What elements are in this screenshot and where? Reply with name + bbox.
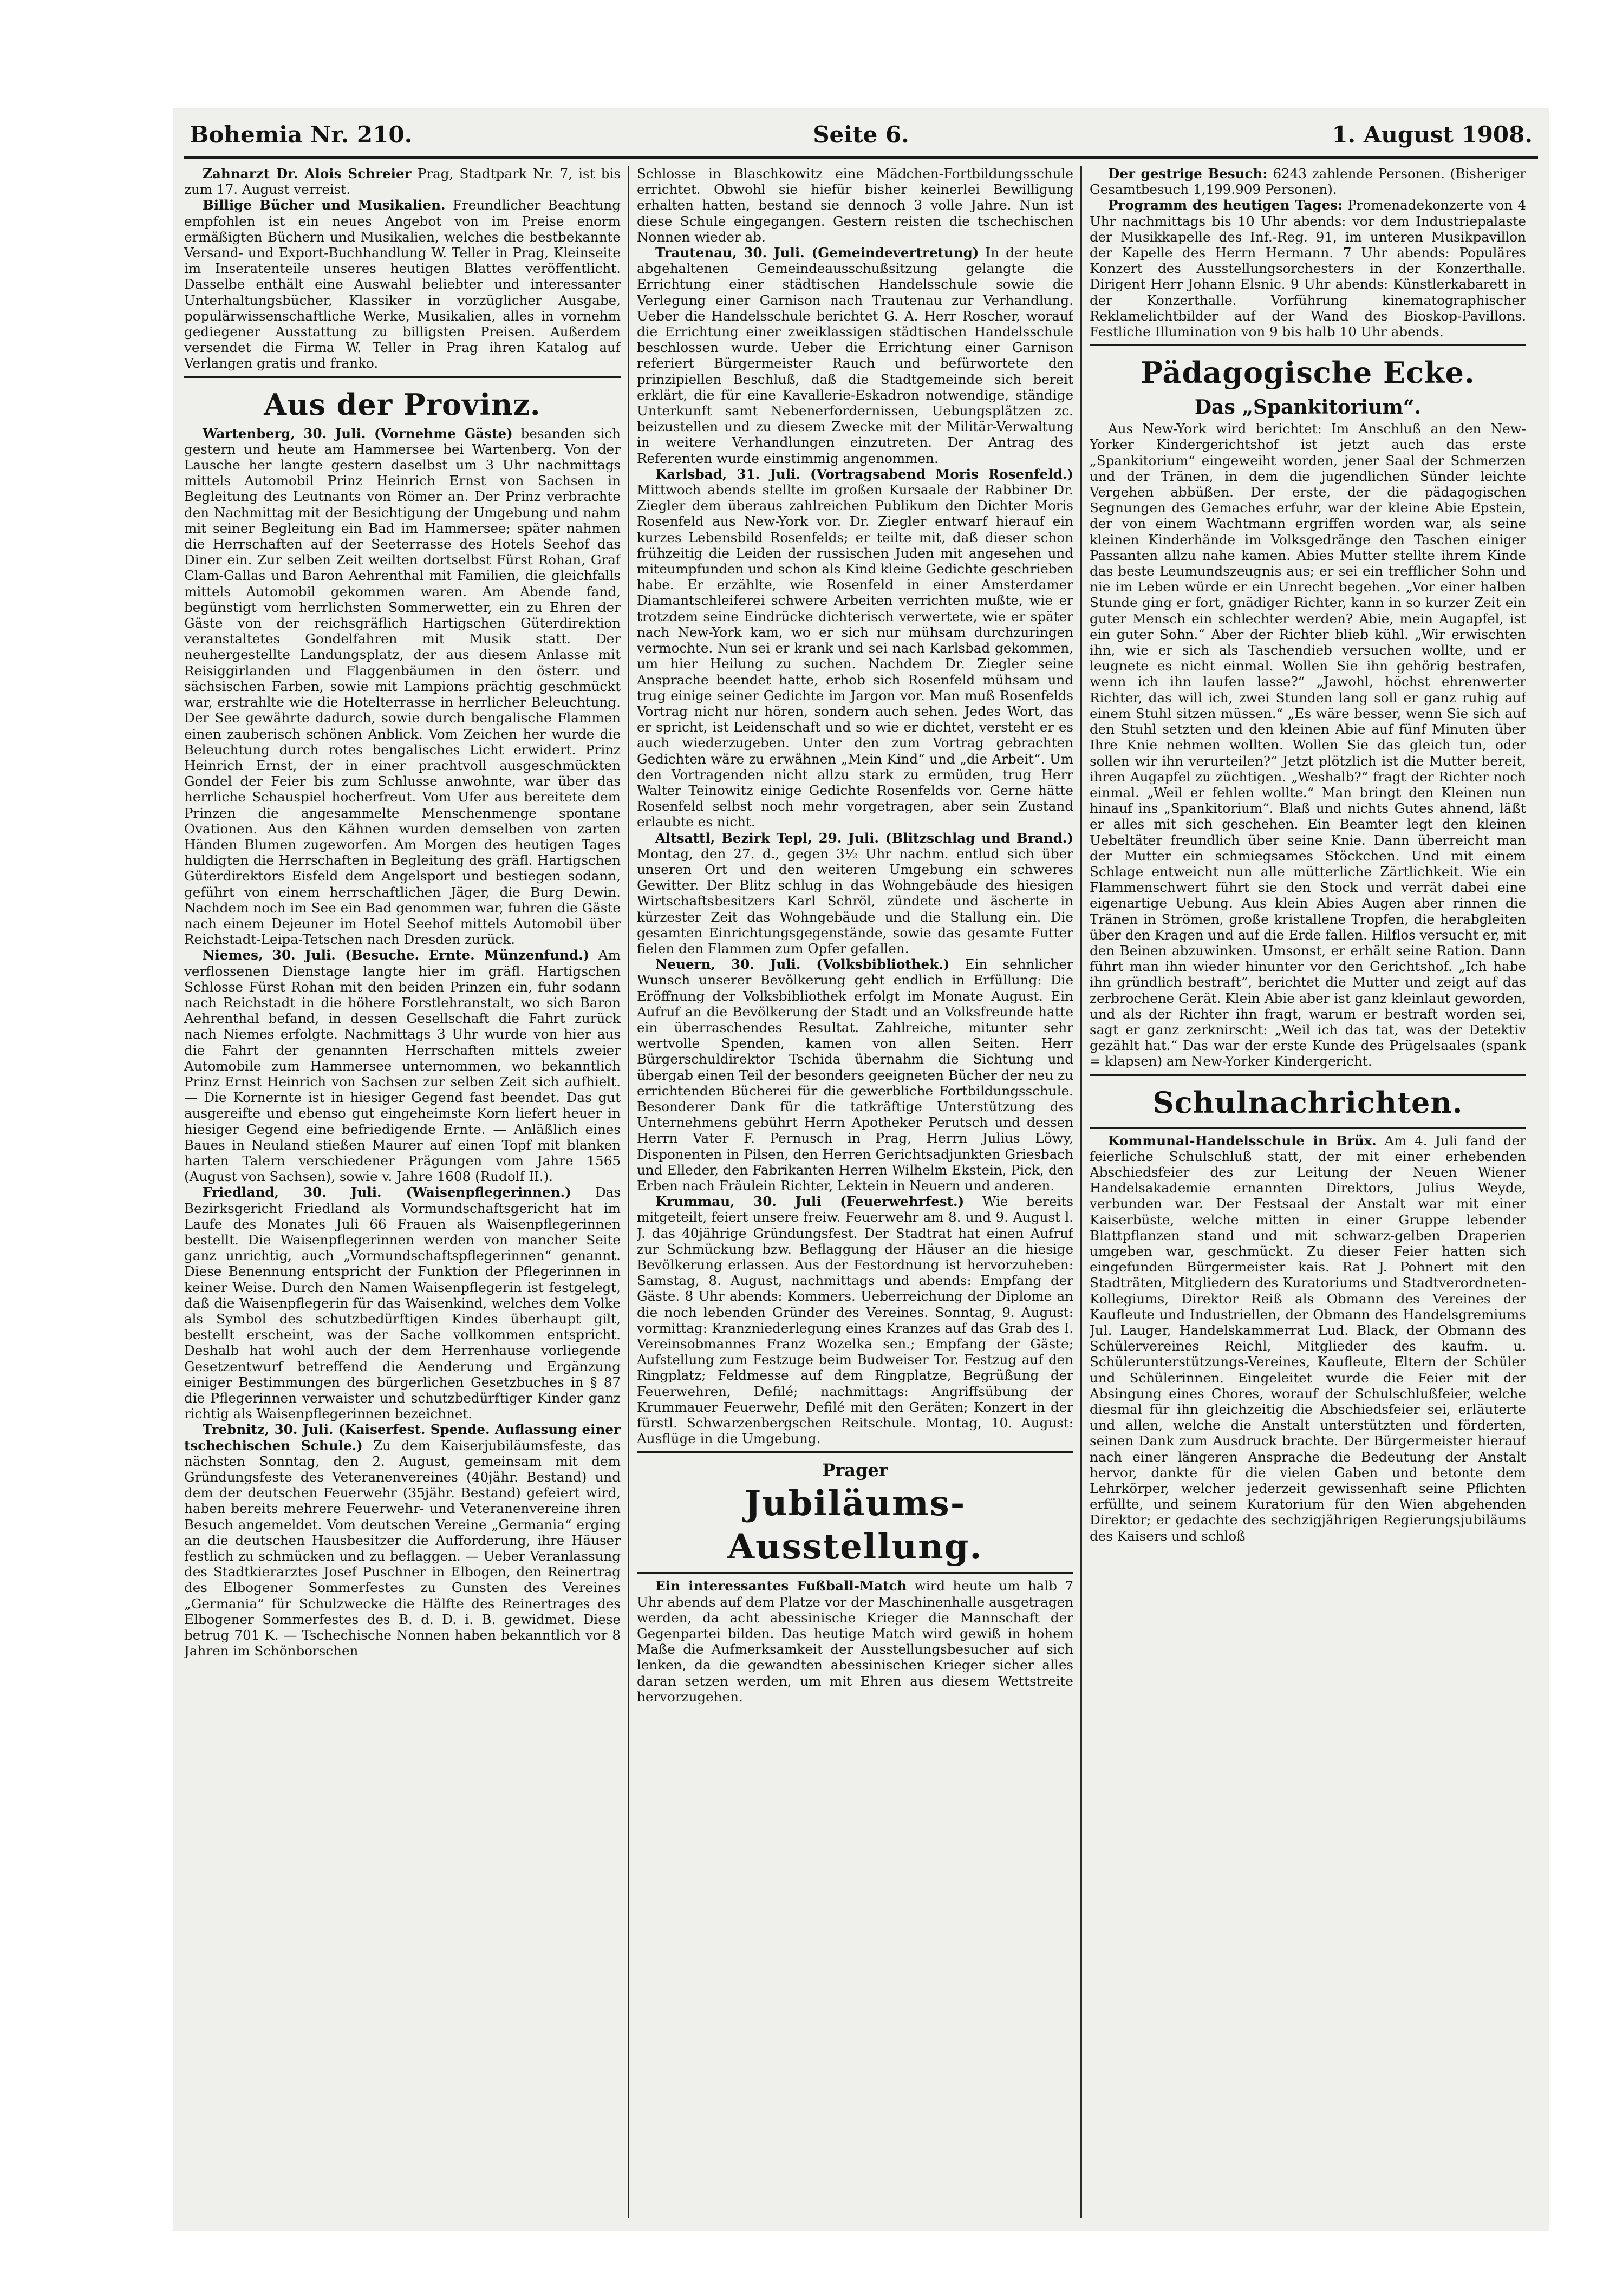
article-karlsbad — [637, 466, 1073, 830]
issue-date: 1. August 1908. — [1332, 121, 1533, 148]
header-rule — [184, 156, 1538, 159]
article-head: Der gestrige Besuch: — [1108, 166, 1268, 181]
section-title-schulnachrichten: Schulnachrichten. — [1152, 1085, 1463, 1120]
article-head: Billige Bücher und Musikalien. — [203, 197, 446, 213]
section-subtitle-spankitorium: Das „Spankitorium“. — [1194, 396, 1422, 419]
article-head: Neuern, 30. Juli. (Volksbibliothek.) — [655, 956, 950, 973]
article-wartenberg — [184, 426, 621, 948]
article-head: Wartenberg, 30. Juli. (Vornehme Gäste) — [203, 425, 513, 441]
article-body: In der heute abgehaltenen Gemeindeausschußsitzung gelangte die Errichtung einer städtischen Handelsschule sowie die Verlegung einer Garnison nach Trautenau zur Verhandlung. Ueber die Handelsschule berichtet G. A. Herr Roscher, worauf die Errichtung einer zweiklassigen städtischen Handelsschule beschlossen wurde. Ueber die Errichtung einer Garnison referiert Bürgermeister Rauch und befürwortete den prinzipiellen Beschluß, daß die Stadtgemeinde sich bereit erklärt, die für eine Kavallerie-Eskadron notwendige, ständige Unterkunft samt Nebenerfordernissen, Uebungsplätzen zc. beizustellen und zu diesem Zwecke mit der Militär-Verwaltung in weitere Verhandlungen einzutreten. Der Antrag des Referenten wurde einstimmig angenommen. — [637, 245, 1073, 466]
section-pretitle-prager: Prager — [822, 1460, 888, 1481]
article-body: Montag, den 27. d., gegen 3½ Uhr nachm. entlud sich über unseren Ort und den weiteren Umgebung ein schweres Gewitter. Der Blitz schlug in das Wohngebäude des hiesigen Wirtschaftsbesitzers Karl Schröl, zündete und äscherte in kürzester Zeit das Wohngebäude und die Stallung ein. Die gesamten Einrichtungsgegenstände, sowie das gesamte Futter fielen den Flammen zum Opfer gefallen. — [637, 845, 1073, 956]
article-head: Karlsbad, 31. Juli. (Vortragsabend Moris Rosenfeld.) — [655, 466, 1073, 482]
column-1 — [184, 166, 621, 2218]
article-krummau — [637, 1193, 1073, 1446]
article-continued: Schlosse in Blaschkowitz eine Mädchen-Fortbildungsschule errichtet. Obwohl sie hiefür bisher keinerlei Bewilligung erhalten hatten, bestand sie dennoch 3 volle Jahre. Nun ist diese Schule eingegangen. Gestern reisten die tschechischen Nonnen wieder ab. — [637, 166, 1073, 245]
article-body: Am verflossenen Dienstage langte hier im gräfl. Hartigschen Schlosse Fürst Rohan mit den beiden Prinzen ein, fuhr sodann nach Reichstadt in die höhere Forstlehranstalt, wo sich Baron Aehrenthal befand, in dessen Gesellschaft die Fahrt zurück nach Niemes erfolgte. Nachmittags 3 Uhr wurde von hier aus die Fahrt der genannten Herrschaften mittels zweier Automobile zum Hammersee unternommen, wo bekanntlich Prinz Ernst Heinrich von Sachsen zur selben Zeit sich aufhielt. — Die Kornernte ist in hiesiger Gegend fast beendet. Das gut ausgereifte und ebenso gut eingeheimste Korn liefert heuer in hiesiger Gegend eine befriedigende Ernte. — Anläßlich eines Baues in Neuland stießen Maurer auf einen Topf mit blanken harten Talern verschiedener Prägungen vom Jahre 1565 (August von Sachsen), sowie v. Jahre 1608 (Rudolf II.). — [184, 947, 621, 1185]
article-head: Krummau, 30. Juli (Feuerwehrfest.) — [655, 1193, 965, 1210]
section-rule — [1090, 344, 1526, 346]
page-header — [190, 118, 1533, 156]
article-fussball — [637, 1578, 1073, 1705]
section-rule — [1090, 1074, 1526, 1076]
article-head: Ein interessantes Fußball-Match — [655, 1578, 907, 1594]
column-divider — [1080, 166, 1082, 2218]
article-programm — [1090, 197, 1526, 340]
article-head: Zahnarzt Dr. Alois Schreier — [203, 166, 412, 181]
section-rule — [637, 1572, 1073, 1574]
column-divider — [628, 166, 629, 2218]
article-body: Mittwoch abends stellte im großen Kursaale der Rabbiner Dr. Ziegler dem überaus zahlreichen Publikum den Dichter Moris Rosenfeld aus New-York vor. Dr. Ziegler entwarf hierauf ein kurzes Lebensbild Rosenfelds; er teilte mit, daß dieser schon frühzeitig die Leiden der russischen Juden mit angesehen und miteumpfunden und schon als Kind kleine Gedichte geschrieben habe. Er erzählte, wie Rosenfeld in einer Amsterdamer Diamantschleiferei schwere Arbeiten verrichten mußte, wie er trotzdem seine Eindrücke dichterisch verwertete, wie er später nach New-York kam, wo er sich nur mühsam durchzuringen vermochte. Nun sei er krank und sei nach Karlsbad gekommen, um hier Heilung zu suchen. Nachdem Dr. Ziegler seine Ansprache beendet hatte, erhob sich Rosenfeld mühsam und trug einige seiner Gedichte im Jargon vor. Man muß Rosenfelds Vortrag nicht nur hören, sondern auch sehen. Jedes Wort, das er spricht, ist Leidenschaft und so wie er dichtet, versteht er es auch wiederzugeben. Unter den zum Vortrag gebrachten Gedichten wäre zu erwähnen „Mein Kind“ und „die Arbeit“. Um den Vortragenden nicht allzu stark zu ermüden, trug Herr Walter Teinowitz einige Gedichte Rosenfelds vor. Gerne hätte Rosenfeld selbst noch mehr vorgetragen, aber sein Zustand erlaubte es nicht. — [637, 482, 1073, 830]
article-books — [184, 197, 621, 371]
article-spankitorium: Aus New-York wird berichtet: Im Anschluß an den New-Yorker Kindergerichtshof ist jetzt auch das erste „Spankitorium“ eingeweiht worden, jener Saal der Schmerzen und der Tränen, in dem die jugendlichen Sünder leichte Vergehen abbüßen. Der erste, der die pädagogischen Segnungen des Gemaches erfuhr, war der kleine Abie Epstein, der von einem Wachtmann ergriffen worden war, als seine kleinen Kinderhände im Volksgedränge den Taschen einiger Passanten allzu nahe kamen. Abies Mutter stellte ihrem Kinde das beste Leumundszeugnis aus; er sei ein trefflicher Sohn und nie im Leben würde er ein Unrecht begehen. „Vor einer halben Stunde ging er fort, gnädiger Richter, kann in so kurzer Zeit ein guter Mensch ein schlechter werden? Abie, mein Augapfel, ist ein guter Sohn.“ Aber der Richter blieb kühl. „Wir erwischten ihn, wie er sich als Taschendieb versuchen wollte, und er leugnete es nicht einmal. Wollen Sie ihn gehörig bestrafen, wenn ich ihn laufen lasse?“ „Jawohl, höchst ehrenwerter Richter, das will ich, zwei Stunden lang soll er ganz ruhig auf einem Stuhl sitzen müssen.“ „Es wäre besser, wenn Sie sich auf den Stuhl setzten und den kleinen Abie auf fünf Minuten über Ihre Knie nehmen wollten. Wollen Sie das gleich tun, oder sollen wir ihn verurteilen?“ Jetzt plötzlich ist die Mutter bereit, ihren Augapfel zu züchtigen. „Weshalb?“ fragt der Richter noch einmal. „Weil er fehlen wollte.“ Man bringt den Kleinen nun hinauf ins „Spankitorium“. Blaß und nichts Gutes ahnend, läßt er alles mit sich geschehen. Ein Beamter legt den kleinen Uebeltäter freundlich über seine Knie. Dann überreicht man der Mutter ein schmiegsames Stöckchen. Und mit einem Schlage entweicht nun alle mütterliche Zärtlichkeit. Wie ein Flammenschwert führt sie den Stock und verrät dabei eine eigenartige Uebung. Aus klein Abies Augen aber rinnen die Tränen in Strömen, große kristallene Tropfen, die herabgleiten über den Kragen und auf die Erde fallen. Hilflos versucht er, mit den Beinen abzuwinken. Umsonst, er erhält seine Ration. Dann führt man ihn wieder hinunter vor den Gerichtshof. „Ich habe ihn gründlich bestraft“, berichtet die Mutter und zeigt auf das zerbrochene Gerät. Klein Abie aber ist ganz kleinlaut geworden, und als der Richter ihn fragt, warum er bestraft worden sei, sagt er ganz zerknirscht: „Weil ich das tat, was der Detektiv gezählt hat.“ Das war der erste Kunde des Prügelsaales (spank = klapsen) am New-Yorker Kindergericht. — [1090, 421, 1526, 1069]
page-number: Seite 6. — [813, 121, 909, 148]
column-3 — [1090, 166, 1526, 2218]
article-body: 6243 zahlende Personen. (Bisheriger Gesamtbesuch 1,199.909 Personen). — [1090, 166, 1526, 198]
article-body: wird heute um halb 7 Uhr abends auf dem Platze vor der Maschinenhalle ausgetragen werden, da acht abessinische Krieger die Mannschaft der Gegenpartei bilden. Das heutige Match wird gewiß in hohem Maße die Aufmerksamkeit der Ausstellungsbesucher auf sich lenken, da die gewandten abessinischen Krieger sicher alles daran setzen werden, um mit Ehren aus diesem Wettstreite hervorzugehen. — [637, 1578, 1073, 1705]
article-body: Zu dem Kaiserjubiläumsfeste, das nächsten Sonntag, den 2. August, gemeinsam mit dem Gründungsfeste des Veteranenvereines (40jähr. Bestand) und dem der deutschen Feuerwehr (35jähr. Bestand) gefeiert wird, haben bereits mehrere Feuerwehr- und Veteranenvereine ihren Besuch angemeldet. Vom deutschen Vereine „Germania“ erging an die deutschen Hausbesitzer die Aufforderung, ihre Häuser festlich zu schmücken und zu beflaggen. — Ueber Veranlassung des Stadtkierarztes Josef Puschner in Elbogen, den Reinertrag des Elbogener Sommerfestes zu Gunsten des Vereines „Germania“ für Schulzwecke die Hälfte des Reinertrages des Elbogener Sommerfestes des B. d. D. i. B. gewidmet. Diese betrug 701 K. — Tschechische Nonnen haben bekanntlich vor 8 Jahren im Schönborschen — [184, 1437, 621, 1659]
article-body: Freundlicher Beachtung empfohlen ist ein neues Angebot von im Preise enorm ermäßigten Büchern und Musikalien, welches die bestbekannte Versand- und Export-Buchhandlung W. Teller in Prag, Kleinseite im Inseratenteile unseres heutigen Blattes veröffentlicht. Dasselbe enthält eine Auswahl beliebter und interessanter Unterhaltungsbücher, Klassiker in vorzüglicher Ausgabe, populärwissenschaftliche Werke, Musikalien, alles in vornehm gediegener Ausstattung zu billigsten Preisen. Außerdem versendet die Firma W. Teller in Prag ihren Katalog auf Verlangen gratis und franko. — [184, 197, 621, 371]
article-besuch — [1090, 166, 1526, 197]
article-body: Am 4. Juli fand der feierliche Schulschluß statt, der mit einer erhebenden Abschiedsfeier des zur Leitung der Neuen Wiener Handelsakademie ernannten Direktors, Julius Weyde, verbunden war. Der Festsaal der Anstalt war mit einer Kaiserbüste, welche mitten in einer Gruppe lebender Blattpflanzen stand und mit schwarz-gelben Draperien umgeben war, geschmückt. Zu dieser Feier hatten sich eingefunden Bürgermeister kais. Rat J. Pohnert mit den Stadträten, Mitgliedern des Kuratoriums und Stadtverordneten-Kollegiums, Direktor Reiß als Obmann des Vereines der Kaufleute und Industriellen, der Obmann des Handelsgremiums Jul. Lauger, Handelskammerrat Lud. Black, der Obmann des Schülervereines Reichl, Mitglieder des kaufm. u. Schülerunterstützungs-Vereines, Kaufleute, Eltern der Schüler und Schülerinnen. Eingeleitet wurde die Feier mit der Absingung eines Chores, worauf der Schulschlußfeier, welche diesmal für ihn gleichzeitig die Abschiedsfeier sei, erläuterte und allen, welche die Anstalt unterstützten und förderten, seinen Dank zum Ausdruck brachte. Der Bürgermeister hierauf nach einer längeren Ansprache die Bedeutung der Anstalt hervor, dankte für die vielen Gaben und betonte dem Lehrkörper, welcher jederzeit gewissenhaft seine Pflichten erfüllte, und seinem Kuratorium für den Wien abgehenden Direktor; er gedachte des sechzigjährigen Regierungsjubiläums des Kaisers und schloß — [1090, 1132, 1526, 1544]
article-head: Trebnitz, 30. Juli. (Kaiserfest. Spende. Auflassung einer tschechischen Schule.) — [184, 1421, 621, 1453]
section-rule — [1090, 1127, 1526, 1129]
article-head: Friedland, 30. Juli. (Waisenpflegerinnen.) — [203, 1184, 571, 1201]
article-body: Das Bezirksgericht Friedland als Vormundschaftsgericht hat im Laufe des Monates Juli 66 Frauen als Waisenpflegerinnen bestellt. Die Waisenpflegerinnen werden von mancher Seite ganz unrichtig, auch „Vormundschaftspflegerinnen“ genannt. Diese Benennung entspricht der Funktion der Pflegerinnen in keiner Weise. Durch den Namen Waisenpflegerin ist festgelegt, daß die Waisenpflegerin für das Waisenkind, welches dem Volke als Symbol des schutzbedürftigen Kindes überhaupt gilt, bestellt erscheint, was der Sache vollkommen entspricht. Deshalb hat wohl auch der dem Herrenhause vorliegende Gesetzentwurf betreffend die Aenderung und Ergänzung einiger Bestimmungen des bürgerlichen Gesetzbuches in § 87 die Pflegerinnen verwaister und schutzbedürftiger Kinder ganz richtig als Waisenpflegerinnen bezeichnet. — [184, 1184, 621, 1422]
article-head: Programm des heutigen Tages: — [1108, 197, 1343, 213]
article-head: Niemes, 30. Juli. (Besuche. Ernte. Münzenfund.) — [203, 947, 590, 963]
article-niemes — [184, 947, 621, 1184]
article-friedland — [184, 1184, 621, 1421]
article-handelsschule-bruex — [1090, 1133, 1526, 1544]
article-altsattl — [637, 830, 1073, 957]
article-neuern — [637, 956, 1073, 1193]
newspaper-page — [173, 108, 1549, 2231]
column-2 — [637, 166, 1073, 2218]
article-body: Prag, Stadtpark Nr. 7, ist bis zum 17. August verreist. — [184, 166, 621, 198]
article-body: Wie bereits mitgeteilt, feiert unsere freiw. Feuerwehr am 8. und 9. August l. J. das 40jährige Gründungsfest. Der Stadtrat hat einen Aufruf zur Schmückung bzw. Beflaggung der Häuser an die hiesige Bevölkerung erlassen. Aus der Festordnung ist hervorzuheben: Samstag, 8. August, nachmittags und abends: Empfang der Gäste. 8 Uhr abends: Kommers. Ueberreichung der Diplome an die noch lebenden Gründer des Vereines. Sonntag, 9. August: vormittag: Kranzniederlegung eines Kranzes auf das Grab des I. Vereinsobmannes Franz Wozelka sen.; Empfang der Gäste; Aufstellung zum Festzuge beim Budweiser Tor. Festzug auf den Ringplatz; Feldmesse auf dem Ringplatze, Begrüßung der Feuerwehren, Defilé; nachmittags: Angriffsübung der Krummauer Feuerwehr, Defilé mit den Geräten; Konzert in der fürstl. Schwarzenbergschen Reitschule. Montag, 10. August: Ausflüge in die Umgebung. — [637, 1193, 1073, 1447]
article-body: Promenadekonzerte von 4 Uhr nachmittags bis 10 Uhr abends: vor dem Industriepalaste der Musikkapelle des Inf.-Reg. 91, im unteren Musikpavillon der Kapelle des Herrn Hermann. 7 Uhr abends: Populäres Konzert des Ausstellungsorchesters in der Konzerthalle. Dirigent Herr Johann Elsnic. 9 Uhr abends: Künstlerkabarett in der Konzerthalle. Vorführung kinematographischer Reklamelichtbilder auf der Wand des Bioskop-Pavillons. Festliche Illumination von 9 bis halb 10 Uhr abends. — [1090, 197, 1526, 340]
section-title-provinz: Aus der Provinz. — [264, 387, 541, 422]
article-body: besanden sich gestern und heute am Hammersee bei Wartenberg. Von der Lausche her langte gestern daselbst um 3 Uhr nachmittags mittels Automobil Prinz Heinrich Ernst von Sachsen in Begleitung des Leutnants von Römer an. Der Prinz verbrachte den Nachmittag mit der Besichtigung der Umgebung und nahm mit seiner Begleitung ein Bad im Hammersee; später nahmen die Herrschaften auf der Seeterrasse des Hotels Seehof das Diner ein. Zur selben Zeit weilten dortselbst Fürst Rohan, Graf Clam-Gallas und Baron Aehrenthal mit Familien, die gleichfalls mittels Automobil gekommen waren. Am Abende fand, begünstigt vom herrlichsten Sommerwetter, ein zu Ehren der Gäste von der reichsgräflich Hartigschen Güterdirektion veranstaltetes Gondelfahren mit Musik statt. Der neuhergestellte Landungsplatz, der aus diesem Anlasse mit Reisiggirlanden und Flaggenbäumen in den österr. und sächsischen Farben, sowie mit Lampions prächtig geschmückt war, erstrahlte wie die Hotelterrasse in herrlicher Beleuchtung. Der See gewährte dadurch, sowie durch bengalische Flammen einen zauberisch schönen Anblick. Vom Zeichen her wurde die Beleuchtung durch rotes bengalisches Licht erwidert. Prinz Heinrich Ernst, der in einer prachtvoll ausgeschmückten Gondel der Feier bis zum Schlusse anwohnte, war über das herrliche Schauspiel hocherfreut. Vom Ufer aus bereitete dem Prinzen die angesammelte Menschenmenge spontane Ovationen. Aus den Kähnen wurden demselben von zarten Händen Blumen zugeworfen. Am Morgen des heutigen Tages huldigten die Herrschaften in Begleitung des gräfl. Hartigschen Güterdirektors Eisfeld dem Angelsport und bestiegen sodann, geführt von einem herrschaftlichen Jäger, die Burg Dewin. Nachdem noch im See ein Bad genommen war, fuhren die Gäste nach einem Dejeuner im Hotel Seehof mittels Automobil über Reichstadt-Leipa-Tetschen nach Dresden zurück. — [184, 425, 621, 948]
article-trebnitz — [184, 1421, 621, 1659]
section-title-jubilaeum: Jubiläums-Ausstellung. — [727, 1483, 983, 1568]
article-trautenau — [637, 245, 1073, 466]
section-rule — [637, 1451, 1073, 1453]
article-dentist — [184, 166, 621, 197]
section-rule — [184, 376, 621, 378]
article-head: Altsattl, Bezirk Tepl, 29. Juli. (Blitzschlag und Brand.) — [655, 830, 1073, 846]
article-head: Trautenau, 30. Juli. (Gemeindevertretung) — [655, 245, 979, 261]
article-body: Ein sehnlicher Wunsch unserer Bevölkerung geht endlich in Erfüllung: Die Eröffnung der Volksbibliothek erfolgt im Monate August. Ein Aufruf an die Bevölkerung der Stadt und an Volksfreunde hatte ein überraschendes Resultat. Zahlreiche, mitunter sehr wertvolle Spenden, kamen von allen Seiten. Herr Bürgerschuldirektor Tschida übernahm die Sichtung und übergab einen Teil der besonders geeigneten Bücher der neu zu errichtenden Bücherei für die gewerbliche Fortbildungsschule. Besonderer Dank für die tatkräftige Unterstützung des Unternehmens gebührt Herrn Apotheker Perutsch und dessen Herrn Vater F. Pernusch in Prag, Herrn Julius Löwy, Disponenten in Pilsen, den Herren Gerichtsadjunkten Griesbach und Elleder, den Fabrikanten Herren Wilhelm Ekstein, Pick, den Erben nach Fräulein Richter, Lektein in Neuern und anderen. — [637, 956, 1073, 1193]
article-head: Kommunal-Handelsschule in Brüx. — [1108, 1132, 1377, 1149]
section-title-paedagogik: Pädagogische Ecke. — [1141, 355, 1475, 390]
masthead-issue: Bohemia Nr. 210. — [190, 121, 413, 148]
